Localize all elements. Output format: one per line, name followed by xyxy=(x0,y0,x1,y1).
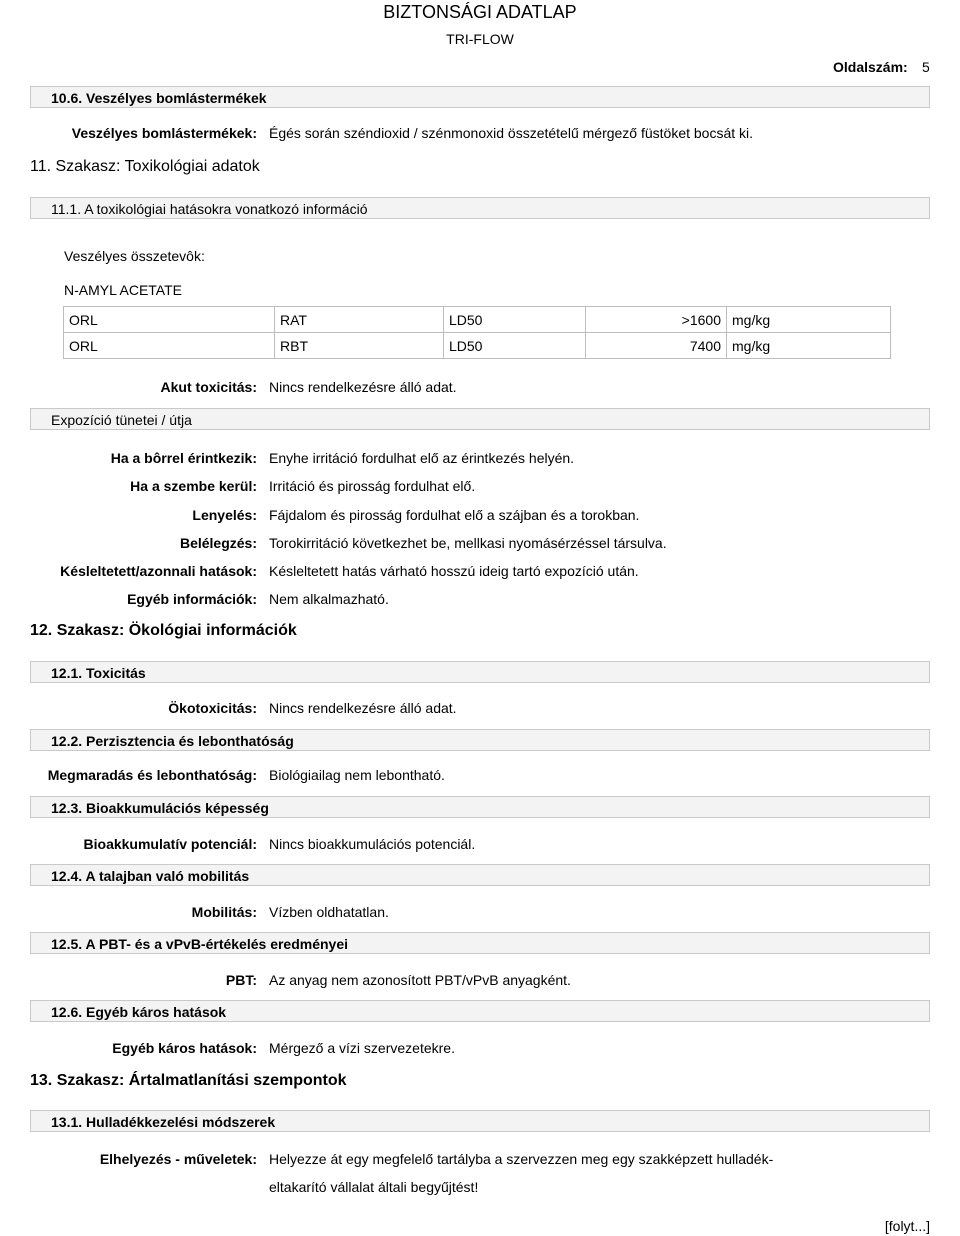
other-adverse-effects-value: Mérgező a vízi szervezetekre. xyxy=(269,1040,455,1056)
skin-contact-label: Ha a bôrrel érintkezik: xyxy=(110,450,257,466)
pbt-value: Az anyag nem azonosított PBT/vPvB anyagként. xyxy=(269,972,571,988)
table-row xyxy=(64,307,891,333)
document-title: BIZTONSÁGI ADATLAP xyxy=(383,2,577,22)
unit-cell: mg/kg xyxy=(727,307,891,333)
ecotoxicity-value: Nincs rendelkezésre álló adat. xyxy=(269,700,457,716)
hazardous-components-label: Veszélyes összetevôk: xyxy=(64,248,205,264)
inhalation-value: Torokirritáció következhet be, mellkasi nyomásérzéssel társulva. xyxy=(269,535,667,551)
mobility-label: Mobilitás: xyxy=(191,904,257,920)
species-cell: RBT xyxy=(275,333,444,359)
subsection-bar-12-4: 12.4. A talajban való mobilitás xyxy=(30,864,930,886)
route-cell: ORL xyxy=(64,307,275,333)
disposal-operations-value: Helyezze át egy megfelelő tartályba a szervezzen meg egy szakképzett hulladék- xyxy=(269,1151,774,1167)
section-13-heading: 13. Szakasz: Ártalmatlanítási szempontok xyxy=(30,1072,347,1089)
persistence-label: Megmaradás és lebonthatóság: xyxy=(47,767,257,783)
page-number: 5 xyxy=(922,59,930,75)
section-11-heading: 11. Szakasz: Toxikológiai adatok xyxy=(30,158,260,175)
continued-marker: [folyt...] xyxy=(884,1218,930,1234)
skin-contact-value: Enyhe irritáció fordulhat elő az érintkezés helyén. xyxy=(269,450,575,466)
delayed-effects-label: Késleltetett/azonnali hatások: xyxy=(60,563,257,579)
subsection-bar-10-6: 10.6. Veszélyes bomlástermékek xyxy=(30,86,930,108)
subsection-bar-13-1: 13.1. Hulladékkezelési módszerek xyxy=(30,1110,930,1132)
subsection-bar-12-5: 12.5. A PBT- és a vPvB-értékelés eredményei xyxy=(30,932,930,954)
substance-name: N-AMYL ACETATE xyxy=(64,282,182,298)
bioaccumulation-label: Bioakkumulatív potenciál: xyxy=(83,836,257,852)
value-cell: >1600 xyxy=(586,307,727,333)
other-adverse-effects-label: Egyéb káros hatások: xyxy=(112,1040,257,1056)
mobility-value: Vízben oldhatatlan. xyxy=(269,904,389,920)
disposal-operations-label: Elhelyezés - műveletek: xyxy=(99,1151,257,1167)
page-number-label: Oldalszám: xyxy=(833,59,908,75)
species-cell: RAT xyxy=(275,307,444,333)
acute-toxicity-label: Akut toxicitás: xyxy=(160,379,257,395)
bioaccumulation-value: Nincs bioakkumulációs potenciál. xyxy=(269,836,476,852)
other-info-label: Egyéb információk: xyxy=(127,591,257,607)
ecotoxicity-label: Ökotoxicitás: xyxy=(168,700,257,716)
section-12-heading: 12. Szakasz: Ökológiai információk xyxy=(30,622,297,639)
test-cell: LD50 xyxy=(444,333,586,359)
eye-contact-value: Irritáció és pirosság fordulhat elő. xyxy=(269,478,476,494)
value-cell: 7400 xyxy=(586,333,727,359)
ingestion-label: Lenyelés: xyxy=(192,507,257,523)
route-cell: ORL xyxy=(64,333,275,359)
subsection-bar-12-3: 12.3. Bioakkumulációs képesség xyxy=(30,796,930,818)
subsection-bar-11-1: 11.1. A toxikológiai hatásokra vonatkozó információ xyxy=(30,197,930,219)
eye-contact-label: Ha a szembe kerül: xyxy=(130,478,257,494)
hazardous-decomposition-label: Veszélyes bomlástermékek: xyxy=(71,125,257,141)
toxicity-table xyxy=(63,306,891,359)
other-info-value: Nem alkalmazható. xyxy=(269,591,389,607)
subsection-bar-12-1: 12.1. Toxicitás xyxy=(30,661,930,683)
subsection-bar-12-2: 12.2. Perzisztencia és lebonthatóság xyxy=(30,729,930,751)
unit-cell: mg/kg xyxy=(727,333,891,359)
hazardous-decomposition-value: Égés során széndioxid / szénmonoxid összetételű mérgező füstöket bocsát ki. xyxy=(269,125,754,141)
disposal-operations-value-continued: eltakarító vállalat általi begyűjtést! xyxy=(269,1179,479,1195)
exposure-bar: Expozíció tünetei / útja xyxy=(30,408,930,430)
delayed-effects-value: Késleltetett hatás várható hosszú ideig tartó expozíció után. xyxy=(269,563,639,579)
acute-toxicity-value: Nincs rendelkezésre álló adat. xyxy=(269,379,457,395)
test-cell: LD50 xyxy=(444,307,586,333)
table-row xyxy=(64,333,891,359)
product-name: TRI-FLOW xyxy=(446,31,514,47)
subsection-bar-12-6: 12.6. Egyéb káros hatások xyxy=(30,1000,930,1022)
persistence-value: Biológiailag nem lebontható. xyxy=(269,767,445,783)
pbt-label: PBT: xyxy=(225,972,257,988)
ingestion-value: Fájdalom és pirosság fordulhat elő a szájban és a torokban. xyxy=(269,507,640,523)
inhalation-label: Belélegzés: xyxy=(179,535,257,551)
